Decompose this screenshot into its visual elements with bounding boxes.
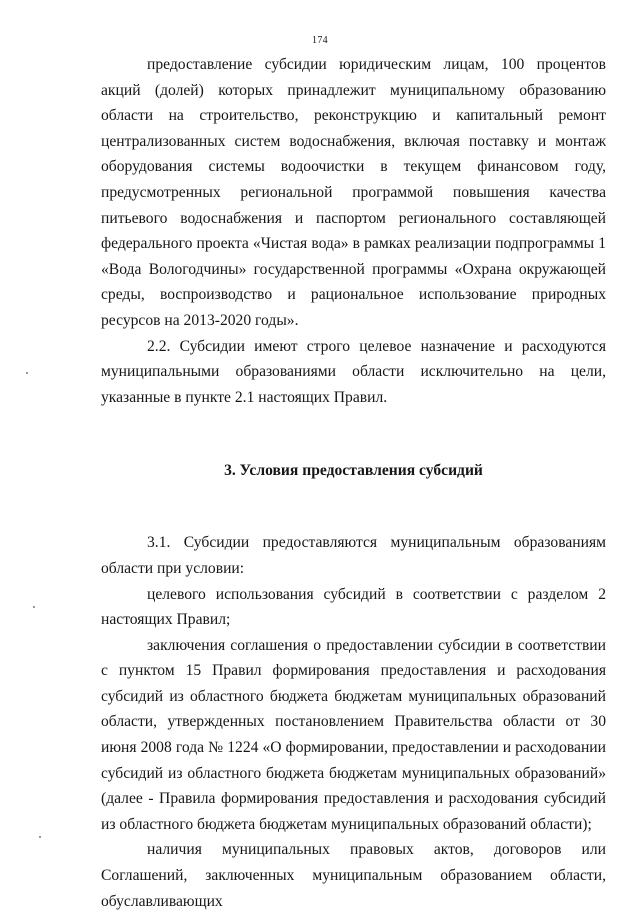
document-body <box>101 52 606 914</box>
paragraph-subsidy-purpose: предоставление субсидии юридическим лицам, 100 процентов акций (долей) которых принадлежит муниципальному образованию области на строительство, реконструкцию и капитальный ремонт централизованных систем водоснабжения, включая поставку и монтаж оборудования системы водоочистки в текущем финансовом году, предусмотренных региональной программой повышения качества питьевого водоснабжения и паспортом регионального составляющей федерального проекта «Чистая вода» в рамках реализации подпрограммы 1 «Вода Вологодчины» государственной программы «Охрана окружающей среды, воспроизводство и рациональное использование природных ресурсов на 2013-2020 годы». <box>101 56 606 329</box>
section-heading: 3. Условия предоставления субсидий <box>224 462 483 480</box>
scan-speck <box>33 606 35 608</box>
paragraph-3-1: 3.1. Субсидии предоставляются муниципальным образованиям области при условии: <box>101 534 606 577</box>
page-number: 174 <box>312 35 328 46</box>
scan-speck <box>26 372 28 374</box>
paragraph-2-2: 2.2. Субсидии имеют строго целевое назначение и расходуются муниципальными образованиями области исключительно на цели, указанные в пункте 2.1 настоящих Правил. <box>101 337 606 406</box>
paragraph-condition-legal-acts: наличия муниципальных правовых актов, договоров или Соглашений, заключенных муниципальным образованием области, обуславливающих <box>101 841 606 910</box>
paragraph-condition-target-use: целевого использования субсидий в соответствии с разделом 2 настоящих Правил; <box>101 585 606 629</box>
scan-speck <box>39 836 41 838</box>
paragraph-condition-agreement: заключения соглашения о предоставлении субсидии в соответствии с пунктом 15 Правил формирования предоставления и расходования субсидий из областного бюджета бюджетам муниципальных образований области, утвержденных постановлением Правительства области от 30 июня 2008 года № 1224 «О формировании, предоставлении и расходовании субсидий из областного бюджета бюджетам муниципальных образований» (далее - Правила формирования предоставления и расходования субсидий из областного бюджета бюджетам муниципальных образований области); <box>101 636 606 833</box>
